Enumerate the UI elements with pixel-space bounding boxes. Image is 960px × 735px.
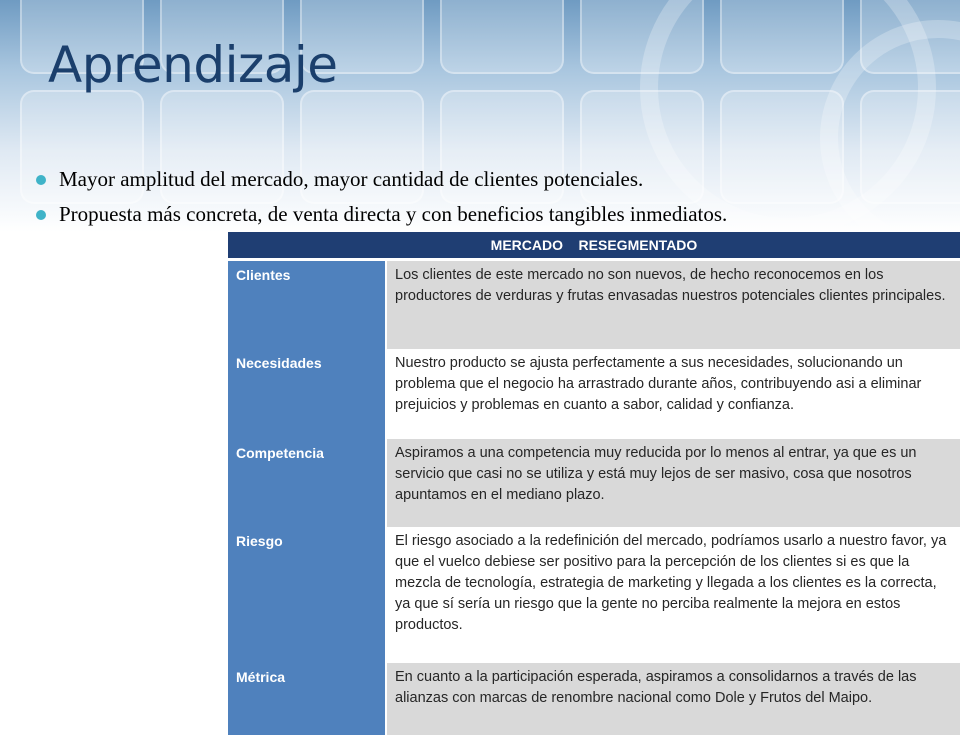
table-header: MERCADO RESEGMENTADO [228,232,960,260]
row-label-necesidades: Necesidades [228,349,386,439]
table-row [228,663,960,735]
table-row [228,439,960,527]
bullet-list [36,165,916,235]
resegmentation-table [228,232,960,735]
row-text-competencia: Aspiramos a una competencia muy reducida por lo menos al entrar, ya que es un servicio que casi no se utiliza y está muy lejos de ser masivo, cosa que nosotros apuntamos en el mediano plazo. [386,439,960,527]
row-label-clientes: Clientes [228,260,386,350]
row-label-competencia: Competencia [228,439,386,527]
table-row [228,349,960,439]
table-row [228,527,960,663]
slide-title: Aprendizaje [48,36,338,94]
bullet-dot-icon [36,210,46,220]
row-text-riesgo: El riesgo asociado a la redefinición del mercado, podríamos usarlo a nuestro favor, ya que el vuelco debiese ser positivo para la percepción de los clientes si es que la mezcla de tecnología, estrategia de marketing y llegada a los clientes es la correcta, ya que sí sería un riesgo que la gente no perciba realmente la mejora en estos productos. [386,527,960,663]
bullet-item [36,200,916,229]
row-text-necesidades: Nuestro producto se ajusta perfectamente a sus necesidades, solucionando un problema que el negocio ha arrastrado durante años, contribuyendo asi a eliminar prejuicios y problemas en cuanto a sabor, calidad y confianza. [386,349,960,439]
table-row [228,260,960,350]
row-text-metrica: En cuanto a la participación esperada, aspiramos a consolidarnos a través de las alianzas con marcas de renombre nacional como Dole y Frutos del Maipo. [386,663,960,735]
bullet-text: Propuesta más concreta, de venta directa y con beneficios tangibles inmediatos. [59,202,728,226]
bullet-dot-icon [36,175,46,185]
bullet-item [36,165,916,194]
row-label-riesgo: Riesgo [228,527,386,663]
row-text-clientes: Los clientes de este mercado no son nuevos, de hecho reconocemos en los productores de verduras y frutas envasadas nuestros potenciales clientes principales. [386,260,960,350]
row-label-metrica: Métrica [228,663,386,735]
bullet-text: Mayor amplitud del mercado, mayor cantidad de clientes potenciales. [59,167,644,191]
